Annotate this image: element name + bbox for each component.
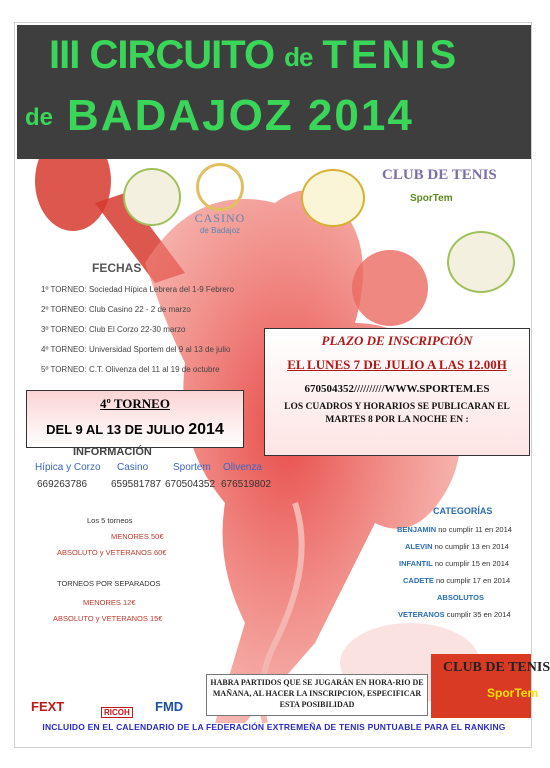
club-box-title: CLUB DE TENIS [443,660,550,675]
contact-phone: 669263786 [37,479,88,490]
contact-phone: 676519802 [221,479,272,490]
categoria-item [405,542,509,551]
title-line-1 [49,33,460,78]
casino-name: CASINO [194,211,246,225]
precios-separados-title: TORNEOS POR SEPARADOS [57,579,161,588]
title-circuito: III CIRCUITO [49,33,275,77]
categoria-item [398,610,511,619]
torneo-title: 4º TORNEO [100,396,170,411]
fecha-item: 3º TORNEO: Club El Corzo 22-30 marzo [41,325,186,334]
fext-logo: FEXT [31,699,65,714]
categoria-name: ALEVIN [405,542,433,551]
plazo-note: LOS CUADROS Y HORARIOS SE PUBLICARAN EL MARTES 8 POR LA NOCHE EN : [284,402,510,425]
categoria-name: CADETE [403,576,434,585]
torneo-dates [27,421,243,439]
contact-name: Olivenza [223,462,262,473]
categoria-rule: no cumplir 17 en 2014 [435,576,511,585]
torneo-dates-text: DEL 9 AL 13 DE JULIO [46,422,185,437]
ricoh-logo: RICOH [101,707,133,718]
categoria-name: VETERANOS [398,610,445,619]
categoria-rule: no cumplir 13 en 2014 [434,542,509,551]
title-badajoz: BADAJOZ 2014 [67,91,414,140]
fechas-title: FECHAS [92,261,142,275]
fmd-logo: FMD [155,699,184,714]
plazo-inscripcion-box [264,328,530,456]
contact-name: Hípica y Corzo [35,462,101,473]
precios-5-title: Los 5 torneos [87,516,133,525]
sportem-logo-text: SporTem [410,193,453,204]
categoria-rule: no cumplir 11 en 2014 [438,525,512,534]
categoria-item [437,593,484,602]
categoria-name: BENJAMIN [397,525,437,534]
plazo-contact: 670504352//////////WWW.SPORTEM.ES [304,383,490,395]
horario-notice: HABRA PARTIDOS QUE SE JUGARÁN EN HORA-RIO DE MAÑANA, AL HACER LA INSCRIPCION, ESPECIFICAR ESTA POSIBILIDAD [206,674,428,716]
categoria-item [399,559,509,568]
casino-rings-icon [196,163,244,211]
categoria-rule: no cumplir 15 en 2014 [434,559,510,568]
fecha-item: 2º TORNEO: Club Casino 22 - 2 de marzo [41,305,191,314]
torneo-year: 2014 [188,421,224,438]
categoria-item [403,576,510,585]
club-sportem-logo [431,654,550,718]
fecha-item: 1º TORNEO: Sociedad Hípica Lebrera del 1-9 Febrero [41,285,234,294]
categoria-rule: cumplir 35 en 2014 [446,610,511,619]
plazo-title: PLAZO DE INSCRIPCIÓN [321,333,473,348]
casino-badajoz-logo [191,163,249,235]
contact-name: Casino [117,462,149,473]
contact-phone: 659581787 [111,479,162,490]
el-corzo-logo [301,169,365,227]
categorias-title: CATEGORÍAS [433,506,493,516]
fecha-item: 4º TORNEO: Universidad Sportem del 9 al 13 de julio [41,345,231,354]
torneo-box [26,390,244,448]
poster [14,22,550,748]
title-de-2: de [25,104,54,132]
club-tenis-logo-text: CLUB DE TENIS [382,167,497,183]
club-box-brand: SporTem [487,686,539,700]
precio-sep-menores: MENORES 12€ [83,598,136,607]
casino-sub: de Badajoz [199,226,241,235]
olivenza-logo [447,231,515,293]
categoria-name: INFANTIL [399,559,433,568]
categoria-name: ABSOLUTOS [437,593,484,602]
contact-name: Sportem [173,462,211,473]
precio-absoluto: ABSOLUTO y VETERANOS 60€ [57,548,167,557]
title-line-2 [25,91,414,141]
precio-menores: MENORES 50€ [111,532,164,541]
precio-sep-absoluto: ABSOLUTO y VETERANOS 15€ [53,614,163,623]
informacion-title: INFORMACIÓN [73,446,152,458]
footer-federacion: INCLUIDO EN EL CALENDARIO DE LA FEDERACIÓN EXTREMEÑA DE TENIS PUNTUABLE PARA EL RANKING [42,722,506,732]
title-tenis: TENIS [322,33,461,77]
fecha-item: 5º TORNEO: C.T. Olivenza del 11 al 19 de octubre [41,365,220,374]
title-de: de [284,41,313,72]
contact-phone: 670504352 [165,479,216,490]
title-banner [17,25,531,159]
plazo-date: EL LUNES 7 DE JULIO A LAS 12.00H [287,357,507,372]
categoria-item [397,525,512,534]
hipica-lebrera-logo [123,168,181,226]
